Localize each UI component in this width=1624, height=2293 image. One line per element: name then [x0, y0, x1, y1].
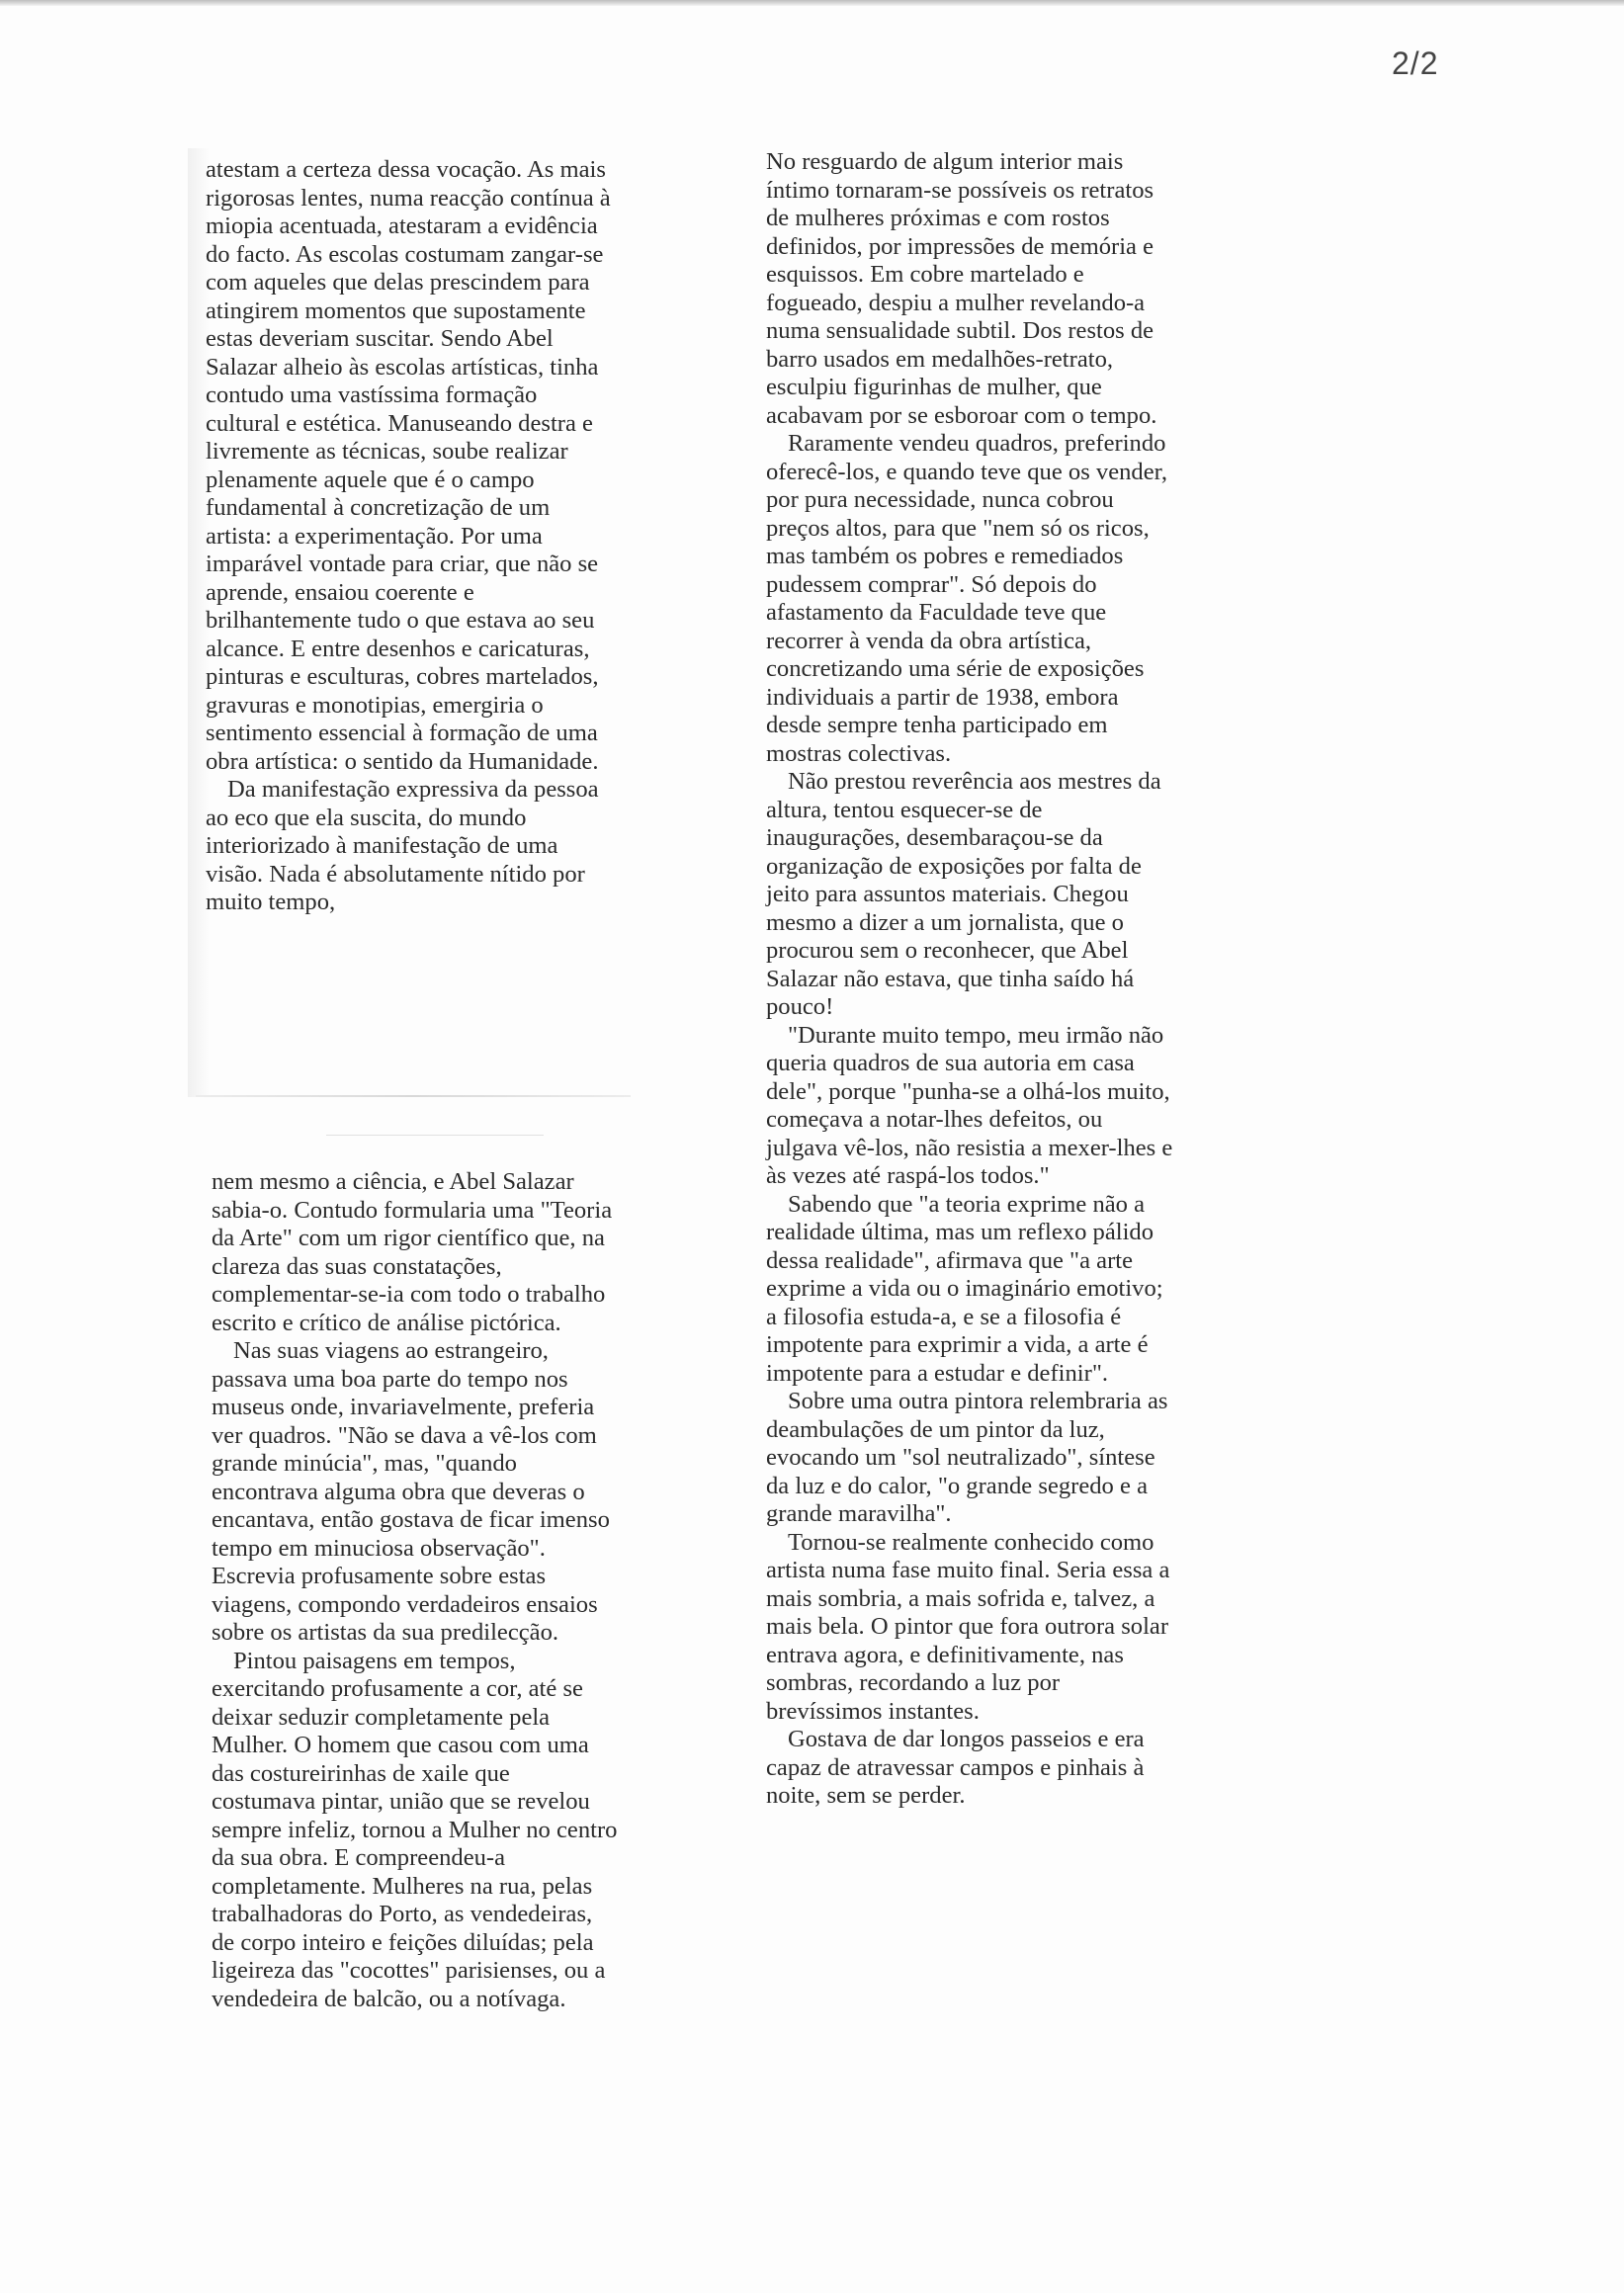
paragraph: Pintou paisagens em tempos, exercitando profusamente a cor, até se deixar seduzir completamente pela Mulher. O homem que casou com uma das costureirinhas de xaile que costumava pintar, união que se revelou sempre infeliz, tornou a Mulher no centro da sua obra. E compreendeu-a completamente. Mulheres na rua, pelas trabalhadoras do Porto, as vendedeiras, de corpo inteiro e feições diluídas; pela ligeireza das "cocottes" parisienses, ou a vendedeira de balcão, ou a notívaga. [212, 1647, 618, 2012]
paragraph: Sobre uma outra pintora relembraria as deambulações de um pintor da luz, evocando um "sol neutralizado", síntese da luz e do calor, "o grande segredo e a grande maravilha". [766, 1388, 1168, 1527]
paragraph: Sabendo que "a teoria exprime não a realidade última, mas um reflexo pálido dessa realidade", afirmava que "a arte exprime a vida ou o imaginário emotivo; a filosofia estuda-a, e se a filosofia é impotente para exprimir a vida, a arte é impotente para a estudar e definir". [766, 1190, 1163, 1387]
paragraph: Tornou-se realmente conhecido como artista numa fase muito final. Seria essa a mais sombria, a mais sofrida e, talvez, a mais bela. O pintor que fora outrora solar entrava agora, e definitivamente, nas sombras, recordando a luz por brevíssimos instantes. [766, 1528, 1170, 1725]
paragraph: atestam a certeza dessa vocação. As mais rigorosas lentes, numa reacção contínua à miopia acentuada, atestaram a evidência do facto. As escolas costumam zangar-se com aqueles que delas prescindem para atingirem momentos que supostamente estas deveriam suscitar. Sendo Abel Salazar alheio às escolas artísticas, tinha contudo uma vastíssima formação cultural e estética. Manuseando destra e livremente as técnicas, soube realizar plenamente aquele que é o campo fundamental à concretização de um artista: a experimentação. Por uma imparável vontade para criar, que não se aprende, ensaiou coerente e brilhantemente tudo o que estava ao seu alcance. E entre desenhos e caricaturas, pinturas e esculturas, cobres martelados, gravuras e monotipias, emergiria o sentimento essencial à formação de uma obra artística: o sentido da Humanidade. [206, 156, 611, 775]
left-bottom-column [212, 1168, 619, 2013]
paragraph: Nas suas viagens ao estrangeiro, passava uma boa parte do tempo nos museus onde, invariavelmente, preferia ver quadros. "Não se dava a vê-los com grande minúcia", mas, "quando encontrava alguma obra que deveras o encantava, então gostava de ficar imenso tempo em minuciosa observação". Escrevia profusamente sobre estas viagens, compondo verdadeiros ensaios sobre os artistas da sua predilecção. [212, 1337, 610, 1646]
paragraph: Raramente vendeu quadros, preferindo oferecê-los, e quando teve que os vender, por pura necessidade, nunca cobrou preços altos, para que "nem só os ricos, mas também os pobres e remediados pudessem comprar". Só depois do afastamento da Faculdade teve que recorrer à venda da obra artística, concretizando uma série de exposições individuais a partir de 1938, embora desde sempre tenha participado em mostras colectivas. [766, 430, 1168, 767]
paragraph: nem mesmo a ciência, e Abel Salazar sabia-o. Contudo formularia uma "Teoria da Arte" com um rigor científico que, na clareza das suas constatações, complementar-se-ia com todo o trabalho escrito e crítico de análise pictórica. [212, 1168, 613, 1336]
clipping-edge [196, 1095, 631, 1097]
paragraph: Gostava de dar longos passeios e era capaz de atravessar campos e pinhais à noite, sem se perder. [766, 1726, 1145, 1809]
page-number: 2/2 [1392, 45, 1439, 81]
scan-top-edge [0, 0, 1624, 6]
paragraph: "Durante muito tempo, meu irmão não queria quadros de sua autoria em casa dele", porque "punha-se a olhá-los muito, começava a notar-lhes defeitos, ou julgava vê-los, não resistia a mexer-lhes e às vezes até raspá-los todos." [766, 1021, 1173, 1189]
right-column [766, 148, 1173, 1811]
paragraph: No resguardo de algum interior mais íntimo tornaram-se possíveis os retratos de mulheres próximas e com rostos definidos, por impressões de memória e esquissos. Em cobre martelado e fogueado, despiu a mulher revelando-a numa sensualidade subtil. Dos restos de barro usados em medalhões-retrato, esculpiu figurinhas de mulher, que acabavam por se esboroar com o tempo. [766, 148, 1157, 429]
left-top-column [206, 156, 617, 917]
paragraph: Não prestou reverência aos mestres da altura, tentou esquecer-se de inaugurações, desembaraçou-se da organização de exposições por falta de jeito para assuntos materiais. Chegou mesmo a dizer a um jornalista, que o procurou sem o reconhecer, que Abel Salazar não estava, que tinha saído há pouco! [766, 768, 1161, 1020]
clipping-edge [326, 1135, 544, 1136]
paragraph: Da manifestação expressiva da pessoa ao eco que ela suscita, do mundo interiorizado à manifestação de uma visão. Nada é absolutamente nítido por muito tempo, [206, 776, 599, 915]
